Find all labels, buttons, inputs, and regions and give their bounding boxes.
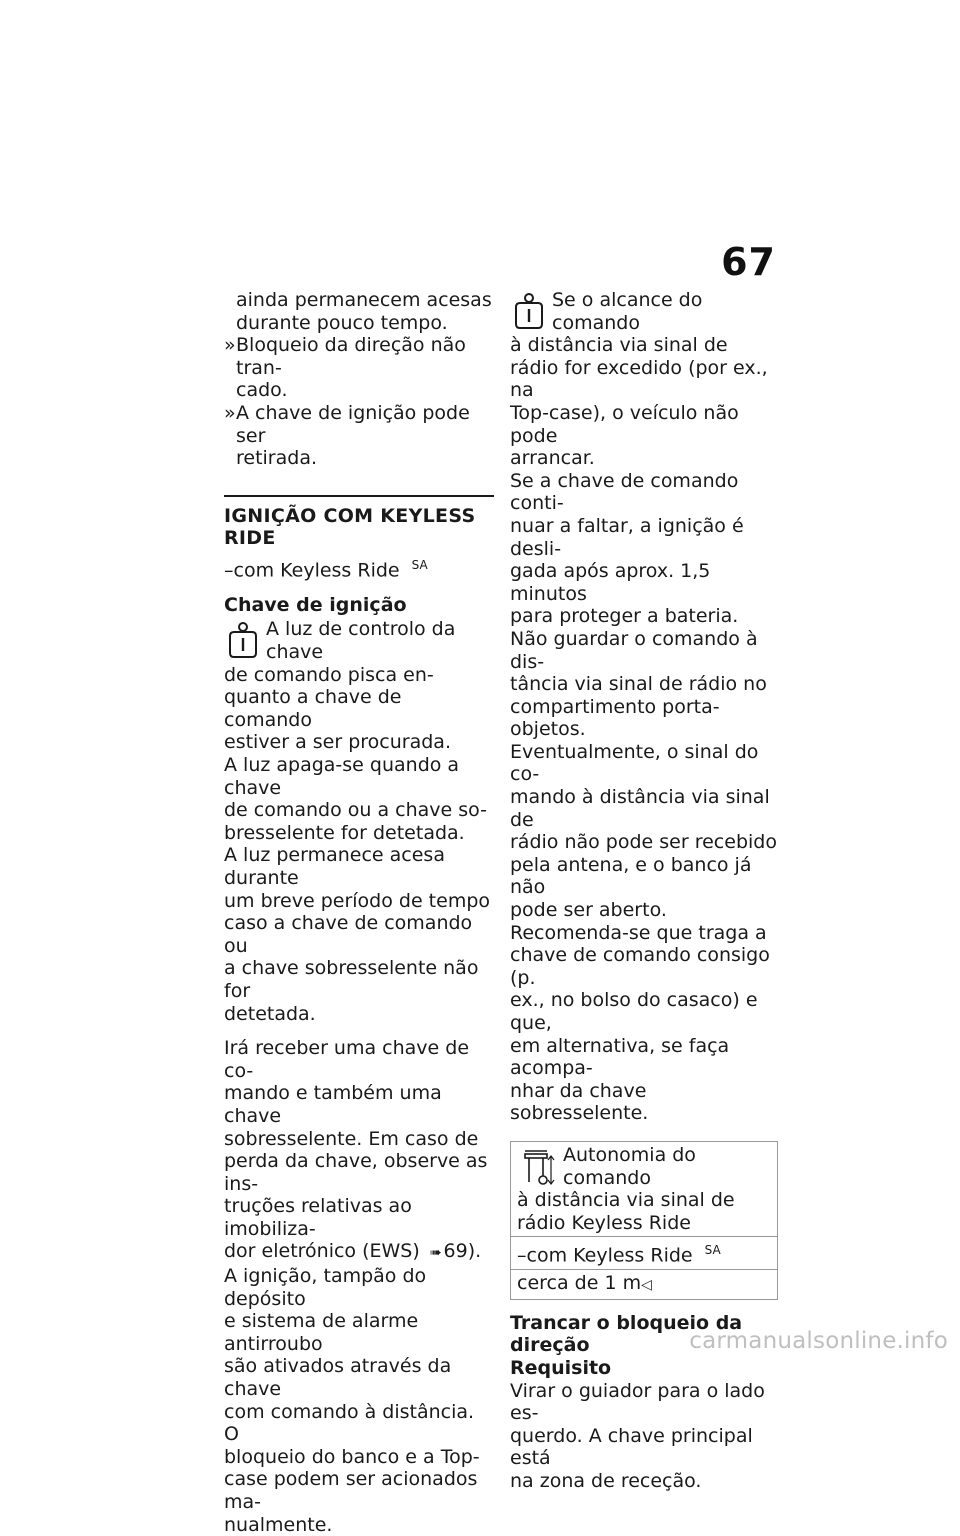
watermark: carmanualsonline.info — [689, 1328, 948, 1354]
list-item: » A chave de ignição pode ser retirada. — [224, 401, 470, 470]
range-measure-icon — [521, 1146, 557, 1188]
subheading-steering-lock: Trancar o bloqueio da direção — [510, 1311, 743, 1357]
info-note: A luz de controlo da chave de comando pisca en- quanto a chave de comando estiver a ser procurada. A luz apaga-se quando a chave de comando ou a chave so- bresselente for detetada. A luz permanece acesa durante um breve período de tempo caso a chave de comando ou a chave sobresselente não for detetada. — [224, 618, 491, 1025]
table-cell: –com Keyless Ride $^{SA}$ — [511, 1237, 778, 1270]
table-row — [511, 1270, 778, 1300]
subheading-requirement: Requisito — [510, 1357, 612, 1380]
left-column — [224, 289, 494, 1536]
continued-text: ainda permanecem acesas durante pouco tempo. — [236, 289, 492, 334]
table-header-cell: Autonomia do comando à distância via sinal de rádio Keyless Ride — [511, 1141, 778, 1236]
info-note: Se o alcance do comando à distância via sinal de rádio for excedido (por ex., na Top-case), o veículo não pode arrancar. Se a chave de comando conti- nuar a faltar, a ignição é desli- gada após aprox. 1,5 minutos para proteger a bateria. Não guardar o comando à dis- tância via sinal de rádio no compartimento porta-objetos. Eventualmente, o sinal do co- mando à distância via sinal de rádio não pode ser recebido pela antena, e o banco já não pode ser aberto. Recomenda-se que traga a chave de comando consigo (p. ex., no bolso do casaco) e que, em alternativa, se faça acompa- nhar da chave sobresselente. — [510, 289, 777, 1125]
right-column — [510, 289, 782, 1493]
body-paragraph: Virar o guiador para o lado es- querdo. A chave principal está na zona de receção. — [510, 1379, 765, 1493]
table-cell: cerca de 1 m◁ — [511, 1270, 778, 1300]
page-number: 67 — [721, 240, 776, 284]
info-icon — [510, 291, 548, 333]
section-heading: IGNIÇÃO COM KEYLESS RIDE — [224, 495, 494, 550]
subheading-ignition-key: Chave de ignição — [224, 593, 407, 616]
spec-table — [510, 1141, 778, 1300]
info-icon — [224, 620, 262, 662]
table-row — [511, 1237, 778, 1270]
page-reference-arrow-icon: ➠ — [429, 1245, 442, 1262]
equipment-note: –com Keyless Ride $^{SA}$ — [224, 557, 428, 582]
table-row — [511, 1141, 778, 1236]
list-item: » Bloqueio da direção não tran- cado. — [224, 334, 466, 402]
body-paragraph: Irá receber uma chave de co- mando e também uma chave sobresselente. Em caso de perda da chave, observe as ins- truções relativas ao imobiliza- dor eletrónico (EWS) ➠ 69). A ignição, tampão do depósito e sistema de alarme antirroubo são ativados através da chave com comando à distância. O bloqueio do banco e a Top- case podem ser acionados ma- nualmente. — [224, 1037, 488, 1536]
end-mark-icon: ◁ — [641, 1277, 652, 1294]
